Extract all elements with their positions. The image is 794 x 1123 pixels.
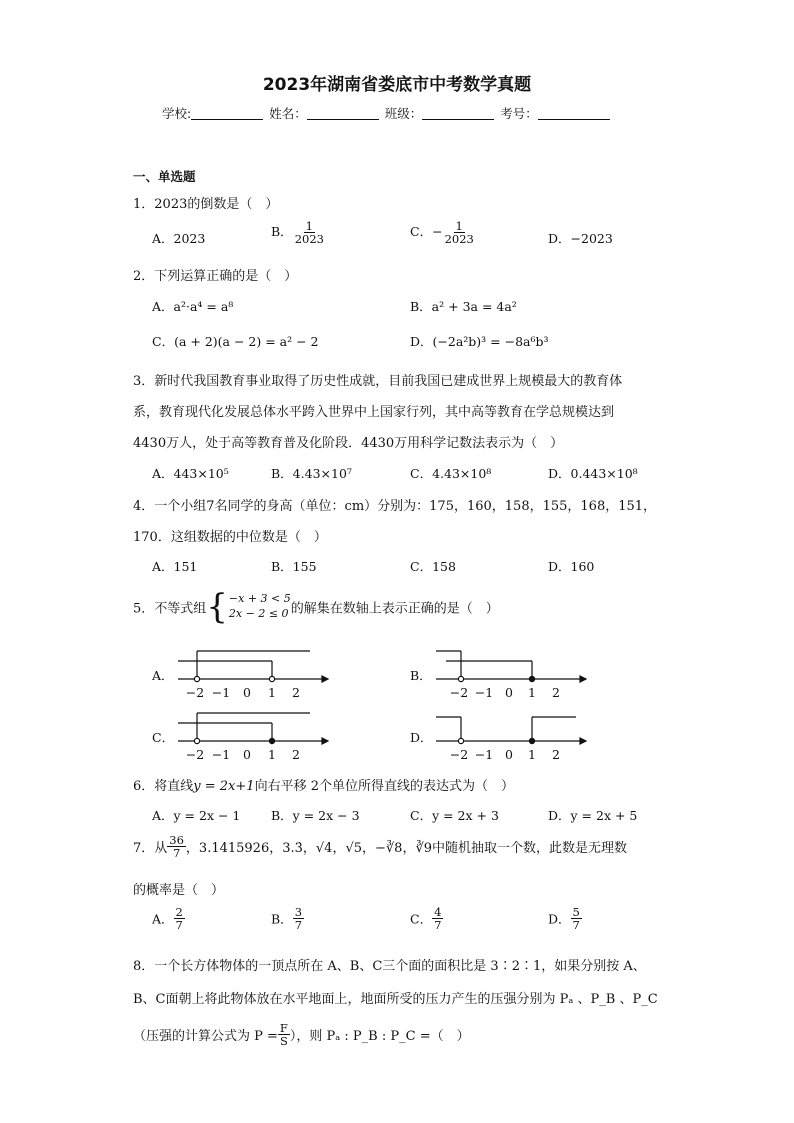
- question-5-option-d-label: D．: [410, 730, 433, 745]
- question-6-option-b: B．y = 2x − 3: [271, 808, 360, 823]
- fraction: $\frac{1}{2023}$: [294, 219, 324, 247]
- question-7-line-2: 的概率是（ ）: [133, 883, 225, 898]
- question-3-option-c: C．4.43×10⁸: [410, 466, 492, 481]
- question-1-option-c: C．− $\frac{1}{2023}$: [410, 219, 474, 247]
- question-4-option-d: D．160: [548, 559, 595, 574]
- inequality-system: { −x + 3 < 5 2x − 2 ≤ 0: [206, 587, 291, 627]
- question-1-option-d: D．−2023: [548, 231, 613, 246]
- page-title: 2023年湖南省娄底市中考数学真题: [262, 75, 532, 95]
- question-2-option-a: A．a²·a⁴ = a⁸: [152, 299, 234, 314]
- fraction: $\frac{1}{2023}$: [444, 219, 474, 247]
- tick-label: 1: [268, 747, 276, 762]
- question-4-line-2: 170．这组数据的中位数是（ ）: [133, 530, 327, 545]
- name-label: 姓名：: [269, 106, 307, 121]
- exam-number-label: 考号：: [500, 106, 538, 121]
- section-heading: 一、单选题: [133, 169, 196, 184]
- tick-label: −2: [449, 747, 469, 762]
- tick-label: −1: [474, 685, 494, 700]
- question-5-option-a-label: A．: [152, 668, 174, 683]
- question-2-option-d: D．(−2a²b)³ = −8a⁶b³: [410, 334, 549, 349]
- question-2-stem: 2．下列运算正确的是（ ）: [133, 269, 298, 284]
- class-label: 班级：: [384, 106, 423, 121]
- question-8-line-1: 8．一个长方体物体的一顶点所在 A、B、C三个面的面积比是 3∶2∶1，如果分别按 A、: [133, 959, 646, 974]
- question-3-line-3: 4430万人，处于高等教育普及化阶段．4430万用科学记数法表示为（ ）: [133, 436, 564, 451]
- tick-label: −2: [185, 685, 205, 700]
- tick-label: 0: [243, 747, 251, 762]
- tick-label: 1: [528, 747, 536, 762]
- question-3-line-1: 3．新时代我国教育事业取得了历史性成就，目前我国已建成世界上规模最大的教育体: [133, 374, 623, 389]
- question-4-option-a: A．151: [152, 559, 198, 574]
- tick-label: −2: [185, 747, 205, 762]
- question-7-option-d: D． $\frac{5}{7}$: [548, 905, 580, 933]
- tick-label: −1: [211, 747, 231, 762]
- question-6-option-d: D．y = 2x + 5: [548, 808, 638, 823]
- tick-label: 2: [292, 685, 300, 700]
- school-label: 学校:: [162, 106, 192, 121]
- question-3-option-d: D．0.443×10⁸: [548, 466, 638, 481]
- tick-label: −1: [474, 747, 494, 762]
- question-8-line-2: B、C面朝上将此物体放在水平地面上，地面所受的压力产生的压强分别为 Pₐ 、P_B 、P_C: [133, 992, 658, 1007]
- tick-label: 0: [243, 685, 251, 700]
- question-2-option-b: B．a² + 3a = 4a²: [410, 299, 517, 314]
- question-7-option-c: C． $\frac{4}{7}$: [410, 905, 442, 933]
- question-5-option-b-label: B．: [410, 668, 432, 683]
- tick-label: 1: [268, 685, 276, 700]
- tick-label: 2: [552, 685, 560, 700]
- question-4-line-1: 4．一个小组7名同学的身高（单位：cm）分别为：175，160，158，155，168，151，: [133, 499, 657, 514]
- tick-label: −1: [211, 685, 231, 700]
- question-3-option-a: A．443×10⁵: [152, 466, 229, 481]
- question-4-option-b: B．155: [271, 559, 317, 574]
- question-1-stem: 1．2023的倒数是（ ）: [133, 197, 279, 212]
- question-1-option-b: B． $\frac{1}{2023}$: [271, 219, 324, 247]
- question-2-option-c: C．(a + 2)(a − 2) = a² − 2: [152, 334, 319, 349]
- question-7-option-b: B． $\frac{3}{7}$: [271, 905, 303, 933]
- tick-label: 2: [292, 747, 300, 762]
- question-5-option-c-label: C．: [152, 730, 175, 745]
- fraction: $\frac{36}{7}$: [169, 833, 184, 861]
- tick-label: 0: [505, 685, 513, 700]
- fraction: $\frac{F}{S}$: [279, 1021, 288, 1049]
- question-1-option-a: A．2023: [152, 231, 206, 246]
- tick-label: 0: [505, 747, 513, 762]
- tick-label: 1: [528, 685, 536, 700]
- question-6-stem: 6．将直线y = 2x+1向右平移 2个单位所得直线的表达式为（ ）: [133, 779, 514, 794]
- question-4-option-c: C．158: [410, 559, 456, 574]
- tick-label: −2: [449, 685, 469, 700]
- question-3-option-b: B．4.43×10⁷: [271, 466, 352, 481]
- question-5-stem: 5．不等式组 { −x + 3 < 5 2x − 2 ≤ 0 的解集在数轴上表示正确的是（ ）: [133, 587, 499, 627]
- question-7-option-a: A． $\frac{2}{7}$: [152, 905, 183, 933]
- tick-label: 2: [552, 747, 560, 762]
- question-7-line-1: 7．从 $\frac{36}{7}$ ，3.1415926，3.3̇，√4，√5，−∛8，∛9中随机抽取一个数，此数是无理数: [133, 833, 628, 861]
- question-3-line-2: 系，教育现代化发展总体水平跨入世界中上国家行列，其中高等教育在学总规模达到: [133, 405, 615, 420]
- question-6-option-c: C．y = 2x + 3: [410, 808, 499, 823]
- question-6-option-a: A．y = 2x − 1: [152, 808, 241, 823]
- question-8-line-3: （压强的计算公式为 P = $\frac{F}{S}$ ），则 Pₐ : P_B : P_C =（ ）: [133, 1021, 470, 1049]
